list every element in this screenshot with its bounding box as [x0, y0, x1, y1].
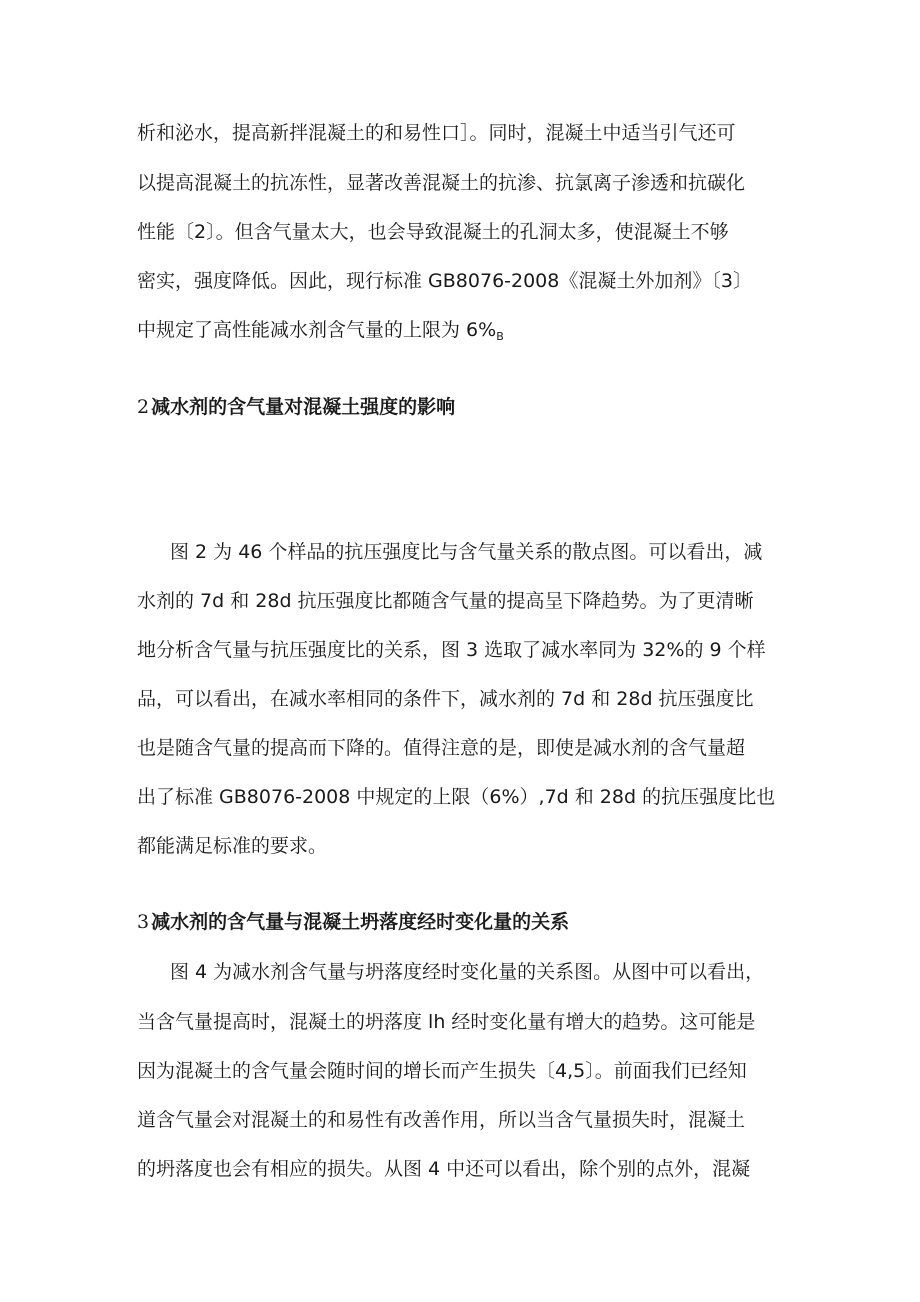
paragraph-line — [137, 318, 504, 349]
paragraph-line: 水剂的 7d 和 28d 抗压强度比都随含气量的提高呈下降趋势。为了更清晰 — [137, 590, 754, 612]
paragraph-line: 也是随含气量的提高而下降的。值得注意的是，即使是减水剂的含气量超 — [137, 737, 746, 759]
section-heading-3 — [137, 910, 569, 934]
paragraph-line: 地分析含气量与抗压强度比的关系，图 3 选取了减水率同为 32%的 9 个样 — [137, 639, 766, 661]
paragraph-line: 的坍落度也会有相应的损失。从图 4 中还可以看出，除个别的点外，混凝 — [137, 1158, 751, 1180]
section-number: 3 — [137, 911, 150, 933]
paragraph-line: 因为混凝土的含气量会随时间的增长而产生损失〔4,5〕。前面我们已经知 — [137, 1060, 747, 1082]
paragraph-line: 都能满足标准的要求。 — [137, 835, 328, 857]
section-title: 减水剂的含气量对混凝土强度的影响 — [151, 396, 456, 418]
section-title: 减水剂的含气量与混凝土坍落度经时变化量的关系 — [151, 911, 570, 933]
section-number: 2 — [137, 396, 150, 418]
paragraph-line: 图 4 为减水剂含气量与坍落度经时变化量的关系图。从图中可以看出， — [170, 961, 765, 983]
paragraph-line: 图 2 为 46 个样品的抗压强度比与含气量关系的散点图。可以看出，减 — [170, 541, 763, 563]
paragraph-line: 以提高混凝土的抗冻性，显著改善混凝土的抗渗、抗氯离子渗透和抗碳化 — [137, 172, 746, 194]
paragraph-line: 出了标准 GB8076-2008 中规定的上限（6%）,7d 和 28d 的抗压强度比也 — [137, 786, 776, 808]
section-heading-2 — [137, 395, 455, 419]
paragraph-line-text: 中规定了高性能减水剂含气量的上限为 6% — [137, 319, 497, 341]
paragraph-line: 当含气量提高时，混凝土的坍落度 lh 经时变化量有增大的趋势。这可能是 — [137, 1011, 756, 1033]
paragraph-line: 析和泌水，提高新拌混凝土的和易性口］。同时，混凝土中适当引气还可 — [137, 122, 736, 144]
paragraph-line-subscript: B — [496, 330, 504, 343]
paragraph-line: 性能〔2〕。但含气量太大，也会导致混凝土的孔洞太多，使混凝土不够 — [137, 221, 729, 243]
paragraph-line: 道含气量会对混凝土的和易性有改善作用，所以当含气量损失时，混凝土 — [137, 1109, 746, 1131]
paragraph-line: 品，可以看出，在减水率相同的条件下，减水剂的 7d 和 28d 抗压强度比 — [137, 688, 754, 710]
paragraph-line: 密实，强度降低。因此，现行标准 GB8076-2008《混凝土外加剂》〔3〕 — [137, 270, 752, 292]
